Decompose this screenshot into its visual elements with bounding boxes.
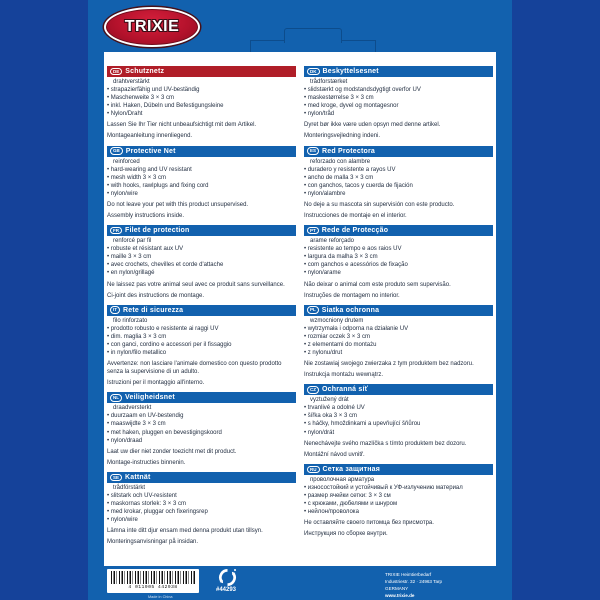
- section-subtitle: проволочная арматура: [310, 476, 375, 483]
- barcode-number: 4 011905 442938: [128, 585, 178, 590]
- bullet-item: • s háčky, hmoždinkami a upevňující šňůrou: [304, 421, 421, 428]
- bullet-item: • com ganchos e acessórios de fixação: [304, 262, 408, 269]
- section-title: Red Protectora: [322, 147, 375, 155]
- diecut-outline-tab: [284, 28, 342, 43]
- note-text: Do not leave your pet with this product unsupervised.: [107, 201, 249, 208]
- language-badge: IT: [110, 306, 120, 314]
- bullet-item: • med kroge, dyvel og montagesnor: [304, 103, 399, 110]
- bullet-item: • largura da malha 3 × 3 cm: [304, 254, 378, 261]
- bullet-item: • rozmiar oczek 3 × 3 cm: [304, 333, 370, 340]
- manufacturer-address: [385, 571, 442, 599]
- bullet-item: • resistente ao tempo e aos raios UV: [304, 246, 402, 253]
- language-badge: DK: [307, 68, 320, 76]
- barcode: [107, 569, 199, 593]
- bullet-item: • nylon/drát: [304, 429, 335, 436]
- language-section-nl: [107, 392, 296, 467]
- section-title: Kattnät: [125, 473, 151, 481]
- language-badge: NL: [110, 394, 122, 402]
- note-text: Nie zostawiaj swojego zwierzaka z tym produktem bez nadzoru.: [304, 361, 474, 368]
- note-text: Lämna inte ditt djur ensam med denna produkt utan tillsyn.: [107, 528, 263, 535]
- section-header: [107, 392, 296, 403]
- address-line: TRIXIE Heimtierbedarf: [385, 572, 432, 577]
- bullet-item: • z nylonu/drut: [304, 349, 343, 356]
- bullet-item: • нейлон/проволока: [304, 509, 359, 516]
- bullet-item: • slidstærkt og modstandsdygtigt overfor UV: [304, 87, 421, 93]
- note-text: Avvertenze: non lasciare l'animale domestico con questo prodotto senza la supervisione di un adulto.: [107, 361, 282, 376]
- section-header: [304, 464, 493, 475]
- article-number: #44293: [216, 587, 237, 593]
- bullet-item: • šířka oka 3 × 3 cm: [304, 413, 357, 420]
- bullet-item: • met haken, pluggen en bevestigingskoord: [107, 429, 222, 436]
- section-title: Rete di sicurezza: [123, 306, 184, 314]
- bullet-item: • nylon/tråd: [304, 111, 335, 118]
- bullet-item: • maskornas storlek: 3 × 3 cm: [107, 501, 186, 507]
- bullet-item: • nylon/arame: [304, 270, 341, 277]
- language-badge: FR: [110, 227, 122, 235]
- brand-name: TRIXIE: [124, 18, 180, 35]
- section-header: [304, 305, 493, 316]
- note-text: Istruzioni per il montaggio all'interno.: [107, 380, 205, 387]
- language-section-ru: [304, 464, 493, 539]
- bottom-blue-band: [88, 566, 512, 600]
- note-text: Monteringsvejledning indeni.: [304, 133, 381, 140]
- bullet-item: • trvanlivé a odolné UV: [304, 405, 365, 412]
- bullet-item: • maaswijdte 3 × 3 cm: [107, 421, 166, 428]
- bullet-item: • with hooks, rawlplugs and fixing cord: [107, 182, 209, 189]
- bullet-item: • prodotto robusto e resistente ai raggi UV: [107, 325, 219, 332]
- bullet-item: • с крюками, дюбелями и шнуром: [304, 501, 398, 507]
- section-subtitle: reinforced: [113, 158, 140, 165]
- column-left: [107, 66, 296, 551]
- note-text: Laat uw dier niet zonder toezicht met dit product.: [107, 448, 237, 455]
- section-header: [107, 225, 296, 236]
- language-badge: ES: [307, 147, 319, 155]
- note-text: Montage-instructies binnenin.: [107, 459, 186, 466]
- section-subtitle: vyztužený drát: [310, 397, 349, 404]
- section-subtitle: reforzado con alambre: [310, 158, 371, 165]
- bullet-item: • ancho de malla 3 × 3 cm: [304, 174, 374, 181]
- language-section-cz: [304, 384, 493, 459]
- bullet-item: • dim. maglia 3 × 3 cm: [107, 333, 167, 340]
- note-text: No deje a su mascota sin supervisión con este producto.: [304, 201, 455, 208]
- note-text: Não deixar o animal com este produto sem supervisão.: [304, 281, 451, 288]
- section-subtitle: filo rinforzato: [113, 317, 148, 324]
- bullet-item: • con ganchos, tacos y cuerda de fijación: [304, 182, 413, 189]
- language-section-fr: [107, 225, 296, 300]
- bullet-item: • износостойкий и устойчивый к УФ-излучению материал: [304, 484, 463, 491]
- bullet-item: • inkl. Haken, Dübeln und Befestigungsleine: [107, 103, 224, 110]
- language-sections: [104, 52, 496, 551]
- bullet-item: • en nylon/grillagé: [107, 270, 155, 277]
- bullet-item: • mesh width 3 × 3 cm: [107, 174, 166, 181]
- made-in-label: Made in China: [148, 594, 173, 599]
- product-label-sheet: [88, 0, 512, 600]
- section-title: Ochranná síť: [322, 386, 369, 394]
- note-text: Ne laissez pas votre animal seul avec ce produit sans surveillance.: [107, 281, 285, 288]
- language-section-dk: [304, 66, 493, 141]
- language-badge: SE: [110, 474, 122, 482]
- section-title: Filet de protection: [125, 227, 190, 235]
- section-header: [304, 384, 493, 395]
- section-header: [304, 146, 493, 157]
- section-title: Protective Net: [125, 147, 176, 155]
- section-title: Rede de Protecção: [321, 227, 389, 235]
- bullet-item: • nylon/wire: [107, 517, 138, 524]
- language-section-pl: [304, 305, 493, 380]
- note-text: Instruções de montagem no interior.: [304, 292, 400, 299]
- bullet-item: • nylon/alambre: [304, 190, 346, 197]
- note-text: Monteringsanvisningar på insidan.: [107, 539, 199, 546]
- language-badge: PL: [307, 306, 319, 314]
- top-blue-band: [88, 0, 512, 52]
- language-badge: CZ: [307, 386, 319, 394]
- note-text: Lassen Sie Ihr Tier nicht unbeaufsichtigt mit dem Artikel.: [107, 122, 257, 129]
- bullet-item: • con ganci, cordino e accessori per il fissaggio: [107, 341, 232, 348]
- section-header: [107, 305, 296, 316]
- language-section-it: [107, 305, 296, 388]
- section-subtitle: trådförstärkt: [113, 484, 146, 491]
- section-subtitle: trådforstærket: [310, 79, 348, 85]
- language-badge: RU: [307, 466, 320, 474]
- language-section-gb: [107, 146, 296, 221]
- note-text: Montageanleitung innenliegend.: [107, 133, 193, 140]
- section-subtitle: drahtverstärkt: [113, 79, 150, 85]
- bullet-item: • duradero y resistente a rayos UV: [304, 166, 396, 173]
- bullet-item: • avec crochets, chevilles et corde d'attache: [107, 262, 224, 269]
- bullet-item: • wytrzymała i odporna na działanie UV: [304, 325, 409, 332]
- language-badge: PT: [307, 227, 319, 235]
- bullet-item: • z elementami do montażu: [304, 341, 377, 348]
- note-text: Montážní návod uvnitř.: [304, 451, 365, 458]
- note-text: Не оставляйте своего питомца без присмотра.: [304, 520, 434, 527]
- note-text: Nenechávejte svého mazlíčka s tímto produktem bez dozoru.: [304, 440, 467, 447]
- section-subtitle: wzmocniony drutem: [310, 317, 364, 324]
- website-url: www.trixie.de: [385, 593, 415, 599]
- language-section-de: [107, 66, 296, 141]
- bullet-item: • robuste et résistant aux UV: [107, 246, 184, 253]
- bullet-item: • Nylon/Draht: [107, 111, 143, 118]
- language-section-pt: [304, 225, 493, 300]
- bullet-item: • med krokar, pluggar och fixeringsrep: [107, 509, 208, 516]
- language-badge: DE: [110, 68, 122, 76]
- bullet-item: • duurzaam en UV-bestendig: [107, 413, 184, 420]
- green-dot-recycling-icon: [218, 568, 237, 587]
- section-title: Beskyttelsesnet: [322, 68, 379, 75]
- language-badge: GB: [110, 147, 123, 155]
- bullet-item: • nylon/draad: [107, 437, 143, 444]
- note-text: Ci-joint des instructions de montage.: [107, 292, 205, 299]
- bullet-item: • nylon/wire: [107, 190, 138, 197]
- bullet-item: • maille 3 × 3 cm: [107, 254, 152, 261]
- section-header: [107, 146, 296, 157]
- note-text: Instrukcja montażu wewnątrz.: [304, 372, 384, 379]
- section-title: Сетка защитная: [322, 465, 381, 473]
- section-header: [107, 472, 296, 483]
- bullet-item: • in nylon/filo metallico: [107, 349, 167, 356]
- bullet-item: • hard-wearing and UV resistant: [107, 166, 192, 173]
- section-title: Schutznetz: [125, 68, 165, 75]
- section-title: Siatka ochronna: [321, 306, 380, 314]
- bullet-item: • размер ячейки сетки: 3 × 3 см: [304, 492, 391, 499]
- section-header: [107, 66, 296, 77]
- section-header: [304, 225, 493, 236]
- bullet-item: • maskestørrelse 3 × 3 cm: [304, 95, 374, 102]
- bullet-item: • Maschenweite 3 × 3 cm: [107, 95, 174, 102]
- note-text: Инструкция по сборке внутри.: [304, 531, 388, 538]
- section-subtitle: renforcé par fil: [113, 238, 152, 245]
- address-line: Industriestr. 32 · 24963 Tarp: [385, 579, 443, 585]
- section-subtitle: draadversterkt: [113, 405, 152, 412]
- section-title: Veiligheidsnet: [125, 394, 175, 402]
- bullet-item: • slitstark och UV-resistent: [107, 492, 177, 499]
- note-text: Dyret bør ikke være uden opsyn med denne artikel.: [304, 122, 441, 129]
- address-line: GERMANY: [385, 586, 409, 592]
- column-right: [304, 66, 493, 551]
- barcode-bars: [111, 571, 195, 584]
- trixie-logo: [104, 7, 200, 47]
- section-header: [304, 66, 493, 77]
- language-section-se: [107, 472, 296, 547]
- section-subtitle: arame reforçado: [310, 238, 355, 245]
- note-text: Instrucciones de montaje en el interior.: [304, 213, 407, 220]
- bullet-item: • strapazierfähig und UV-beständig: [107, 87, 200, 93]
- instruction-panel: [104, 52, 496, 566]
- note-text: Assembly instructions inside.: [107, 213, 185, 220]
- language-section-es: [304, 146, 493, 221]
